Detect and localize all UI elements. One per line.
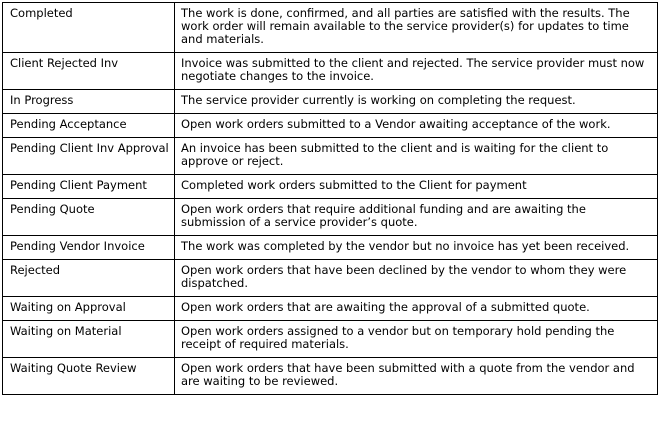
table-row — [3, 199, 658, 236]
table-row — [3, 321, 658, 358]
status-name: Waiting on Material — [3, 321, 175, 358]
status-description: Open work orders that are awaiting the approval of a submitted quote. — [175, 297, 658, 321]
status-description: Open work orders that have been declined by the vendor to whom they were dispatched. — [175, 260, 658, 297]
table-row — [3, 260, 658, 297]
table-row — [3, 90, 658, 114]
status-name: Waiting on Approval — [3, 297, 175, 321]
status-description: The work was completed by the vendor but no invoice has yet been received. — [175, 236, 658, 260]
status-name: Waiting Quote Review — [3, 358, 175, 395]
status-description: Invoice was submitted to the client and rejected. The service provider must now negotiate changes to the invoice. — [175, 53, 658, 90]
status-definitions-table — [2, 2, 658, 395]
table-row — [3, 114, 658, 138]
status-name: In Progress — [3, 90, 175, 114]
status-name: Pending Client Payment — [3, 175, 175, 199]
status-description: Open work orders submitted to a Vendor awaiting acceptance of the work. — [175, 114, 658, 138]
status-description: Open work orders that require additional funding and are awaiting the submission of a service provider’s quote. — [175, 199, 658, 236]
table-row — [3, 175, 658, 199]
status-name: Client Rejected Inv — [3, 53, 175, 90]
status-name: Pending Client Inv Approval — [3, 138, 175, 175]
status-description: The service provider currently is working on completing the request. — [175, 90, 658, 114]
table-row — [3, 358, 658, 395]
table-row — [3, 3, 658, 53]
status-name: Pending Quote — [3, 199, 175, 236]
status-name: Pending Acceptance — [3, 114, 175, 138]
table-row — [3, 53, 658, 90]
status-description: Open work orders assigned to a vendor but on temporary hold pending the receipt of required materials. — [175, 321, 658, 358]
status-name: Rejected — [3, 260, 175, 297]
status-description: An invoice has been submitted to the client and is waiting for the client to approve or reject. — [175, 138, 658, 175]
table-row — [3, 236, 658, 260]
table-row — [3, 297, 658, 321]
status-name: Pending Vendor Invoice — [3, 236, 175, 260]
status-description: Open work orders that have been submitted with a quote from the vendor and are waiting to be reviewed. — [175, 358, 658, 395]
status-name: Completed — [3, 3, 175, 53]
status-description: The work is done, confirmed, and all parties are satisfied with the results. The work order will remain available to the service provider(s) for updates to time and materials. — [175, 3, 658, 53]
table-row — [3, 138, 658, 175]
status-description: Completed work orders submitted to the Client for payment — [175, 175, 658, 199]
